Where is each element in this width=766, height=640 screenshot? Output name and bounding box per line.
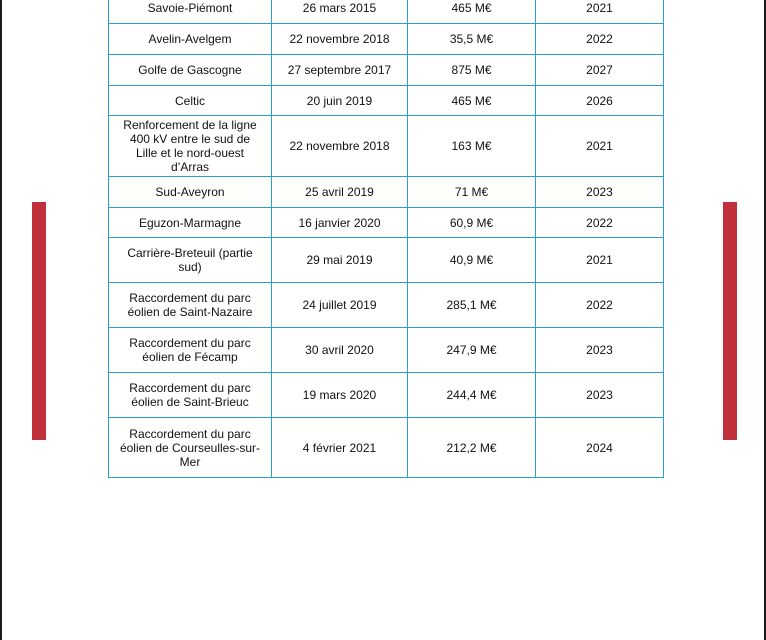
date-cell: 4 février 2021: [272, 418, 408, 478]
date-cell: 26 mars 2015: [272, 0, 408, 24]
date-cell: 16 janvier 2020: [272, 208, 408, 238]
date-cell: 20 juin 2019: [272, 86, 408, 116]
cost-cell: 40,9 M€: [408, 238, 536, 283]
project-name-cell: Renforcement de la ligne 400 kV entre le sud de Lille et le nord-ouest d’Arras: [109, 116, 272, 177]
table-row: [109, 418, 664, 478]
cost-cell: 285,1 M€: [408, 283, 536, 328]
table-row: [109, 116, 664, 177]
cost-cell: 60,9 M€: [408, 208, 536, 238]
date-cell: 25 avril 2019: [272, 177, 408, 208]
year-cell: 2022: [536, 208, 664, 238]
table-row: [109, 24, 664, 55]
year-cell: 2026: [536, 86, 664, 116]
date-cell: 30 avril 2020: [272, 328, 408, 373]
project-name-cell: Raccordement du parc éolien de Courseulles-sur-Mer: [109, 418, 272, 478]
year-cell: 2022: [536, 283, 664, 328]
table-row: [109, 328, 664, 373]
date-cell: 24 juillet 2019: [272, 283, 408, 328]
cost-cell: 163 M€: [408, 116, 536, 177]
table-row: [109, 283, 664, 328]
left-accent-bar: [32, 202, 46, 440]
date-cell: 22 novembre 2018: [272, 24, 408, 55]
cost-cell: 465 M€: [408, 0, 536, 24]
project-name-cell: Golfe de Gascogne: [109, 55, 272, 86]
table-row: [109, 177, 664, 208]
project-name-cell: Eguzon-Marmagne: [109, 208, 272, 238]
project-name-cell: Raccordement du parc éolien de Fécamp: [109, 328, 272, 373]
project-name-cell: Avelin-Avelgem: [109, 24, 272, 55]
date-cell: 27 septembre 2017: [272, 55, 408, 86]
table-row: [109, 373, 664, 418]
cost-cell: 875 M€: [408, 55, 536, 86]
date-cell: 29 mai 2019: [272, 238, 408, 283]
year-cell: 2023: [536, 177, 664, 208]
project-name-cell: Raccordement du parc éolien de Saint-Nazaire: [109, 283, 272, 328]
year-cell: 2022: [536, 24, 664, 55]
project-name-cell: Savoie-Piémont: [109, 0, 272, 24]
project-name-cell: Carrière-Breteuil (partie sud): [109, 238, 272, 283]
table-row: [109, 0, 664, 24]
year-cell: 2023: [536, 373, 664, 418]
year-cell: 2024: [536, 418, 664, 478]
project-name-cell: Sud-Aveyron: [109, 177, 272, 208]
table-row: [109, 55, 664, 86]
year-cell: 2027: [536, 55, 664, 86]
cost-cell: 71 M€: [408, 177, 536, 208]
year-cell: 2023: [536, 328, 664, 373]
table-row: [109, 208, 664, 238]
year-cell: 2021: [536, 0, 664, 24]
year-cell: 2021: [536, 116, 664, 177]
right-accent-bar: [723, 202, 737, 440]
cost-cell: 247,9 M€: [408, 328, 536, 373]
cost-cell: 465 M€: [408, 86, 536, 116]
projects-table: [108, 0, 664, 478]
cost-cell: 35,5 M€: [408, 24, 536, 55]
project-name-cell: Raccordement du parc éolien de Saint-Brieuc: [109, 373, 272, 418]
date-cell: 22 novembre 2018: [272, 116, 408, 177]
year-cell: 2021: [536, 238, 664, 283]
date-cell: 19 mars 2020: [272, 373, 408, 418]
cost-cell: 212,2 M€: [408, 418, 536, 478]
table-row: [109, 238, 664, 283]
table-row: [109, 86, 664, 116]
project-name-cell: Celtic: [109, 86, 272, 116]
cost-cell: 244,4 M€: [408, 373, 536, 418]
